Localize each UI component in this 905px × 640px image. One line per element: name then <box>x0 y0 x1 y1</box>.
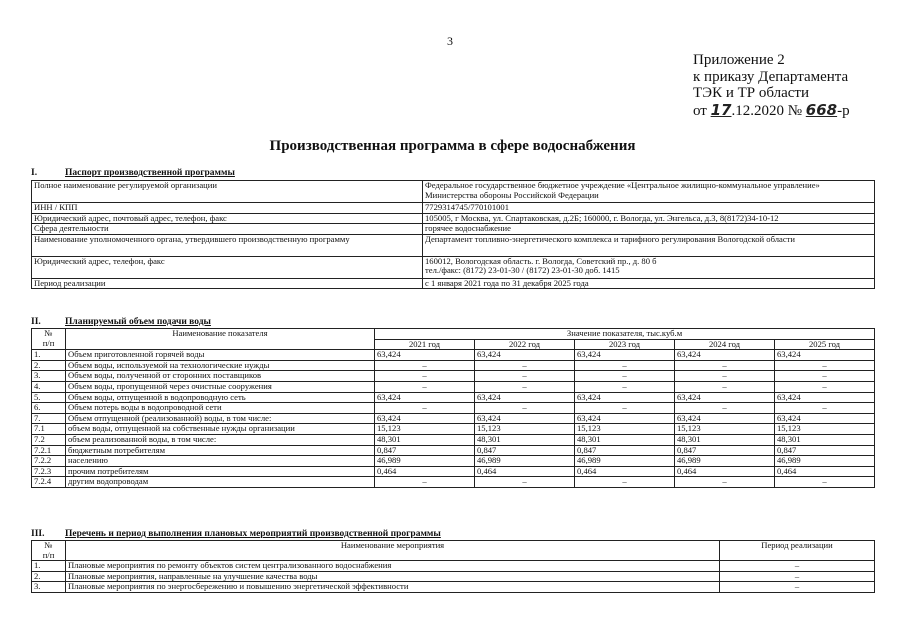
appendix-line-2: к приказу Департамента <box>693 68 849 85</box>
column-header-value: Значение показателя, тыс.куб.м <box>375 329 875 340</box>
indicator-value: 63,424 <box>475 392 575 403</box>
column-header-period: Период реализации <box>720 541 875 561</box>
indicator-name: Объем отпущенной (реализованной) воды, в том числе: <box>66 413 375 424</box>
page-number: 3 <box>447 34 453 48</box>
indicator-value: 46,989 <box>475 456 575 467</box>
indicator-name: другим водопроводам <box>66 477 375 488</box>
table-row <box>32 392 875 403</box>
section-3-title: Перечень и период выполнения плановых мероприятий производственной программы <box>65 529 441 539</box>
indicator-value: 0,464 <box>675 466 775 477</box>
row-number: 2. <box>32 571 66 582</box>
table-row <box>32 360 875 371</box>
passport-value: горячее водоснабжение <box>423 224 875 235</box>
indicator-value: 15,123 <box>375 424 475 435</box>
indicator-value: 0,464 <box>375 466 475 477</box>
indicator-value: – <box>375 403 475 414</box>
indicator-value: 15,123 <box>475 424 575 435</box>
appendix-date-mid: .12.2020 № <box>731 102 803 119</box>
passport-label: Сфера деятельности <box>32 224 423 235</box>
passport-value: Федеральное государственное бюджетное учреждение «Центральное жилищно-коммунальное управление» Министерства обороны Российской Федерации <box>423 181 875 203</box>
table-row <box>32 466 875 477</box>
table-row <box>32 350 875 361</box>
passport-row <box>32 181 875 203</box>
year-header: 2022 год <box>475 339 575 350</box>
indicator-value: 48,301 <box>775 434 875 445</box>
section-1-heading <box>31 168 235 178</box>
indicator-value: – <box>375 360 475 371</box>
indicator-value: 0,847 <box>675 445 775 456</box>
indicator-value: – <box>475 360 575 371</box>
table-row <box>32 456 875 467</box>
indicator-value: 46,989 <box>775 456 875 467</box>
table-row <box>32 413 875 424</box>
indicator-value: 0,464 <box>775 466 875 477</box>
year-header: 2024 год <box>675 339 775 350</box>
appendix-date-prefix: от <box>693 102 707 119</box>
measures-table <box>31 540 875 593</box>
table-row <box>32 424 875 435</box>
measure-period: – <box>720 571 875 582</box>
indicator-value: – <box>375 371 475 382</box>
row-number: 7.2 <box>32 434 66 445</box>
indicator-value: 0,847 <box>575 445 675 456</box>
indicator-value: – <box>575 477 675 488</box>
row-number: 7.1 <box>32 424 66 435</box>
indicator-value: 0,847 <box>475 445 575 456</box>
passport-label: Полное наименование регулируемой организации <box>32 181 423 203</box>
table-row <box>32 434 875 445</box>
indicator-value: 63,424 <box>575 392 675 403</box>
section-2-number: II. <box>31 317 41 327</box>
indicator-value: 15,123 <box>675 424 775 435</box>
passport-label: ИНН / КПП <box>32 203 423 214</box>
indicator-name: Объем воды, полученной от сторонних поставщиков <box>66 371 375 382</box>
column-header-number-line-1: № <box>44 328 53 338</box>
section-3-heading <box>31 529 441 539</box>
indicator-value: – <box>775 360 875 371</box>
indicator-value: – <box>675 477 775 488</box>
indicator-value: 63,424 <box>575 350 675 361</box>
indicator-value: – <box>475 371 575 382</box>
water-volume-rows <box>32 350 875 488</box>
appendix-header <box>693 52 850 119</box>
row-number: 1. <box>32 561 66 572</box>
passport-value: 7729314745/770101001 <box>423 203 875 214</box>
section-1-title: Паспорт производственной программы <box>65 168 235 178</box>
measures-rows <box>32 561 875 593</box>
passport-label: Период реализации <box>32 278 423 289</box>
indicator-value: 46,989 <box>375 456 475 467</box>
indicator-value: – <box>575 381 675 392</box>
passport-value: 105005, г Москва, ул. Спартаковская, д.2Б; 160000, г. Вологда, ул. Энгельса, д.3, 8(8172)34-10-12 <box>423 213 875 224</box>
passport-label: Юридический адрес, телефон, факс <box>32 256 423 278</box>
indicator-name: объем реализованной воды, в том числе: <box>66 434 375 445</box>
indicator-value: – <box>675 381 775 392</box>
passport-value: Департамент топливно-энергетического комплекса и тарифного регулирования Вологодской области <box>423 234 875 256</box>
indicator-name: Объем воды, отпущенной в водопроводную сеть <box>66 392 375 403</box>
section-2-heading <box>31 317 211 327</box>
passport-value: с 1 января 2021 года по 31 декабря 2025 года <box>423 278 875 289</box>
column-header-number-line-2: п/п <box>42 337 55 348</box>
indicator-value: – <box>775 477 875 488</box>
indicator-value: 63,424 <box>675 350 775 361</box>
passport-row <box>32 213 875 224</box>
passport-table <box>31 180 875 289</box>
indicator-value: – <box>375 381 475 392</box>
document-title: Производственная программа в сфере водоснабжения <box>269 138 636 154</box>
indicator-value: – <box>475 381 575 392</box>
indicator-value: 15,123 <box>775 424 875 435</box>
table-header-row <box>32 329 875 340</box>
table-row <box>32 403 875 414</box>
table-row <box>32 445 875 456</box>
table-row <box>32 371 875 382</box>
passport-label: Юридический адрес, почтовый адрес, телефон, факс <box>32 213 423 224</box>
measure-name: Плановые мероприятия по энергосбережению и повышению энергетической эффективности <box>66 582 720 593</box>
measure-period: – <box>720 582 875 593</box>
table-row <box>32 477 875 488</box>
indicator-value: 63,424 <box>775 413 875 424</box>
indicator-value: – <box>675 360 775 371</box>
column-header-indicator: Наименование показателя <box>66 329 375 350</box>
section-1-number: I. <box>31 168 38 178</box>
indicator-value: 63,424 <box>675 413 775 424</box>
indicator-value: – <box>775 381 875 392</box>
table-row <box>32 561 875 572</box>
measure-period: – <box>720 561 875 572</box>
appendix-line-4 <box>693 102 850 120</box>
section-3-number: III. <box>31 529 45 539</box>
indicator-value: – <box>575 403 675 414</box>
row-number: 7.2.1 <box>32 445 66 456</box>
indicator-value: 63,424 <box>575 413 675 424</box>
indicator-value: 63,424 <box>775 392 875 403</box>
indicator-name: Объем потерь воды в водопроводной сети <box>66 403 375 414</box>
table-header-row <box>32 541 875 561</box>
indicator-value: – <box>575 360 675 371</box>
column-header-measure: Наименование мероприятия <box>66 541 720 561</box>
column-header-number-line-1: № <box>44 540 53 550</box>
indicator-value: – <box>675 371 775 382</box>
table-row <box>32 381 875 392</box>
indicator-name: населению <box>66 456 375 467</box>
row-number: 7. <box>32 413 66 424</box>
row-number: 4. <box>32 381 66 392</box>
measure-name: Плановые мероприятия, направленные на улучшение качества воды <box>66 571 720 582</box>
indicator-value: 63,424 <box>675 392 775 403</box>
row-number: 2. <box>32 360 66 371</box>
indicator-value: 48,301 <box>475 434 575 445</box>
indicator-value: 63,424 <box>375 413 475 424</box>
indicator-name: Объем приготовленной горячей воды <box>66 350 375 361</box>
appendix-date-suffix: -р <box>837 102 850 119</box>
passport-value-line-2: тел./факс: (8172) 23-01-30 / (8172) 23-01-30 доб. 1415 <box>425 265 620 276</box>
indicator-value: 0,847 <box>775 445 875 456</box>
indicator-value: 46,989 <box>675 456 775 467</box>
indicator-value: 15,123 <box>575 424 675 435</box>
indicator-value: 48,301 <box>375 434 475 445</box>
indicator-value: – <box>575 371 675 382</box>
indicator-name: бюджетным потребителям <box>66 445 375 456</box>
indicator-value: – <box>475 403 575 414</box>
column-header-number <box>32 541 66 561</box>
passport-row <box>32 224 875 235</box>
passport-row <box>32 234 875 256</box>
indicator-name: объем воды, отпущенной на собственные нужды организации <box>66 424 375 435</box>
indicator-value: – <box>475 477 575 488</box>
row-number: 1. <box>32 350 66 361</box>
column-header-number-line-2: п/п <box>42 549 55 560</box>
passport-value <box>423 256 875 278</box>
indicator-value: – <box>775 371 875 382</box>
indicator-value: 0,847 <box>375 445 475 456</box>
indicator-value: 0,464 <box>475 466 575 477</box>
row-number: 3. <box>32 582 66 593</box>
column-header-number <box>32 329 66 350</box>
appendix-line-3: ТЭК и ТР области <box>693 85 809 101</box>
indicator-value: 48,301 <box>575 434 675 445</box>
indicator-value: 46,989 <box>575 456 675 467</box>
indicator-value: – <box>675 403 775 414</box>
passport-value-line-1: 160012, Вологодская область. г. Вологда, Советский пр., д. 80 б <box>425 256 657 266</box>
indicator-value: – <box>775 403 875 414</box>
passport-row <box>32 278 875 289</box>
indicator-value: 63,424 <box>375 392 475 403</box>
indicator-value: 63,424 <box>775 350 875 361</box>
section-2-title: Планируемый объем подачи воды <box>65 317 211 327</box>
row-number: 6. <box>32 403 66 414</box>
row-number: 5. <box>32 392 66 403</box>
row-number: 7.2.3 <box>32 466 66 477</box>
year-header: 2025 год <box>775 339 875 350</box>
year-header: 2021 год <box>375 339 475 350</box>
passport-row <box>32 256 875 278</box>
handwritten-day: 17 <box>710 100 732 119</box>
row-number: 7.2.4 <box>32 477 66 488</box>
indicator-value: 48,301 <box>675 434 775 445</box>
indicator-value: 63,424 <box>475 413 575 424</box>
indicator-name: Объем воды, пропущенной через очистные сооружения <box>66 381 375 392</box>
water-volume-table <box>31 328 875 488</box>
indicator-value: 0,464 <box>575 466 675 477</box>
row-number: 3. <box>32 371 66 382</box>
indicator-name: Объем воды, используемой на технологические нужды <box>66 360 375 371</box>
table-row <box>32 582 875 593</box>
row-number: 7.2.2 <box>32 456 66 467</box>
indicator-name: прочим потребителям <box>66 466 375 477</box>
table-row <box>32 571 875 582</box>
indicator-value: 63,424 <box>375 350 475 361</box>
measure-name: Плановые мероприятия по ремонту объектов систем централизованного водоснабжения <box>66 561 720 572</box>
passport-row <box>32 203 875 214</box>
indicator-value: – <box>375 477 475 488</box>
passport-label: Наименование уполномоченного органа, утвердившего производственную программу <box>32 234 423 256</box>
handwritten-order-number: 668 <box>805 100 838 119</box>
indicator-value: 63,424 <box>475 350 575 361</box>
year-header: 2023 год <box>575 339 675 350</box>
appendix-line-1: Приложение 2 <box>693 52 785 68</box>
